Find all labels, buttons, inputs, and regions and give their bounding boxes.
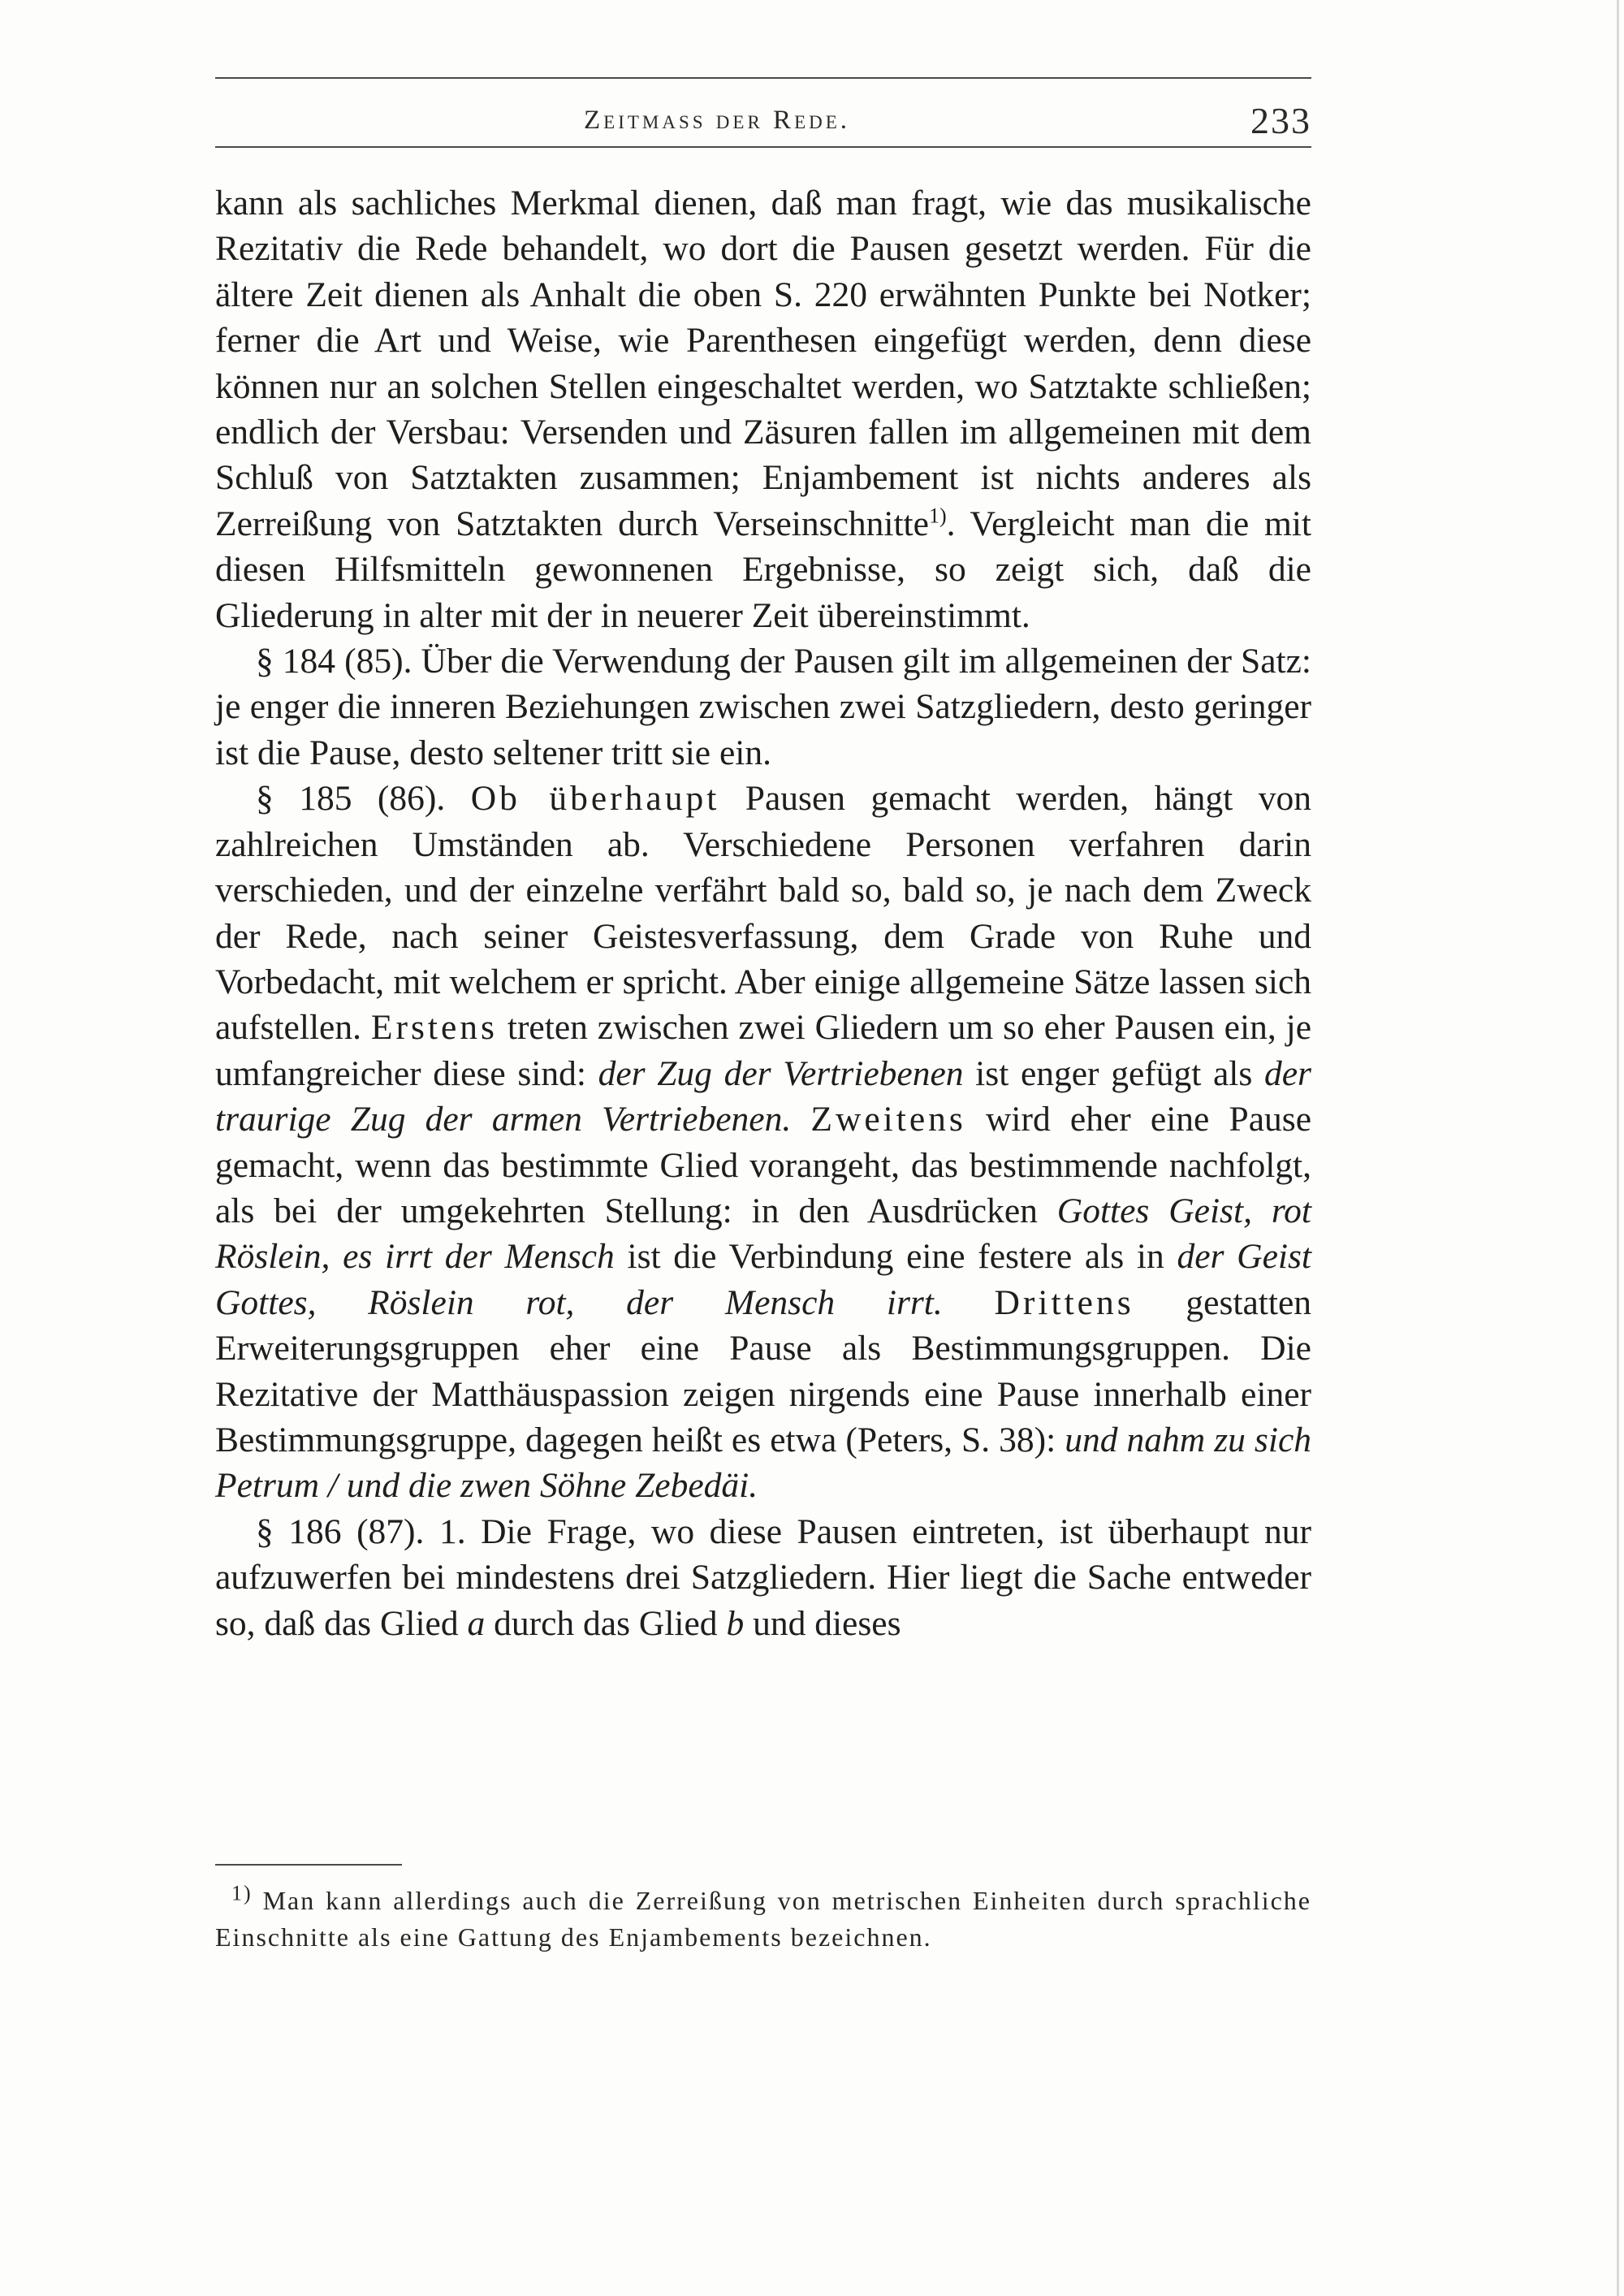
footnote-text: Man kann allerdings auch die Zerreißung von metrischen Einheiten durch sprachliche Einschnitte als eine Gattung des Enjambements bezeichnen. [215,1886,1311,1952]
example-italic: Gottes Geist, rot Röslein, es irrt der Mensch [215,1191,1311,1277]
paragraph-text: gestatten Erweiterungsgruppen eher eine Pause als Bestimmungsgruppen. Die Rezitative der Matthäuspassion zeigen nirgends eine Pause innerhalb einer Bestimmungsgruppe, dagegen heißt es etwa (Peters, S. 38): [215,1282,1312,1459]
section-number: § 185 (86). [256,779,446,819]
example-italic: und nahm zu sich Petrum / und die zwen Söhne Zebedäi. [215,1420,1312,1506]
section-185 [215,776,1311,1509]
section-184 [215,638,1311,776]
paragraph-text: Pausen gemacht werden, hängt von zahlreichen Umständen ab. Verschiedene Personen verfahren darin verschieden, und der einzelne verfährt bald so, bald so, je nach dem Zweck der Rede, nach seiner Geistesverfassung, dem Grade von Ruhe und Vorbedacht, mit welchem er spricht. Aber einige allgemeine Sätze lassen sich aufstellen. [215,779,1311,1048]
emphasis-spaced: Ob überhaupt [470,779,720,819]
paragraph-text: ist die Verbindung eine festere als in [614,1237,1177,1277]
paragraph-text: kann als sachliches Merkmal dienen, daß man fragt, wie das musikalische Rezitativ die Rede behandelt, wo dort die Pausen gesetzt werden. Für die ältere Zeit dienen als Anhalt die oben S. 220 erwähnten Punkte bei Notker; ferner die Art und Weise, wie Parenthesen eingefügt werden, denn diese können nur an solchen Stellen eingeschaltet werden, wo Satztakte schließen; endlich der Versbau: Versenden und Zäsuren fallen im allgemeinen mit dem Schluß von Satztakten zusammen; Enjambement ist nichts anderes als Zerreißung von Satztakten durch Verseinschnitte [215,184,1311,543]
paragraph-continuation [215,180,1311,638]
running-head [215,99,1311,140]
paragraph-text: und dieses [744,1603,901,1643]
paragraph-text: durch das Glied [485,1603,727,1643]
paragraph-text: ist enger gefügt als [963,1053,1264,1093]
example-italic: der traurige Zug der armen Vertriebenen. [215,1053,1311,1139]
emphasis-spaced: Zweitens [810,1100,966,1139]
page-edge [1617,0,1619,2296]
footnote [215,1883,1311,1956]
body-text [215,180,1311,1646]
example-italic: der Geist Gottes, Röslein rot, der Mensch irrt. [215,1237,1311,1322]
section-186 [215,1509,1311,1646]
paragraph-text: treten zwischen zwei Gliedern um so eher Pausen ein, je umfangreicher diese sind: [215,1008,1312,1093]
variable-italic: a [467,1603,486,1643]
footnote-reference: 1) [928,504,947,528]
top-rule [215,77,1311,79]
section-number: § 186 (87). [256,1511,425,1551]
example-italic: der Zug der Vertriebenen [598,1053,964,1093]
emphasis-spaced: Drittens [994,1282,1134,1322]
section-number: § 184 (85). [256,642,412,681]
paragraph-text: Über die Verwendung der Pausen gilt im allgemeinen der Satz: je enger die inneren Beziehungen zwischen zwei Satzgliedern, desto geringer ist die Pause, desto seltener tritt sie ein. [215,642,1311,772]
emphasis-spaced: Erstens [370,1008,498,1048]
paragraph-text [943,1283,995,1322]
running-title: Zeitmass der Rede. [584,106,851,135]
variable-italic: b [726,1603,745,1643]
paragraph-text: . Vergleicht man die mit diesen Hilfsmitteln gewonnenen Ergebnisse, so zeigt sich, daß die Gliederung in alter mit der in neuerer Zeit übereinstimmt. [215,504,1311,635]
footnote-rule [215,1864,402,1866]
paragraph-text [791,1100,810,1139]
paragraph-text: wird eher eine Pause gemacht, wenn das bestimmte Glied vorangeht, das bestimmende nachfolgt, als bei der umgekehrten Stellung: in den Ausdrücken [215,1100,1311,1230]
page-number: 233 [1250,100,1311,141]
paragraph-text: 1. Die Frage, wo diese Pausen eintreten, ist überhaupt nur aufzuwerfen bei mindestens drei Satzgliedern. Hier liegt die Sache entweder so, daß das Glied [215,1511,1311,1643]
header-rule [215,146,1311,148]
footnote-marker: 1) [231,1881,253,1905]
